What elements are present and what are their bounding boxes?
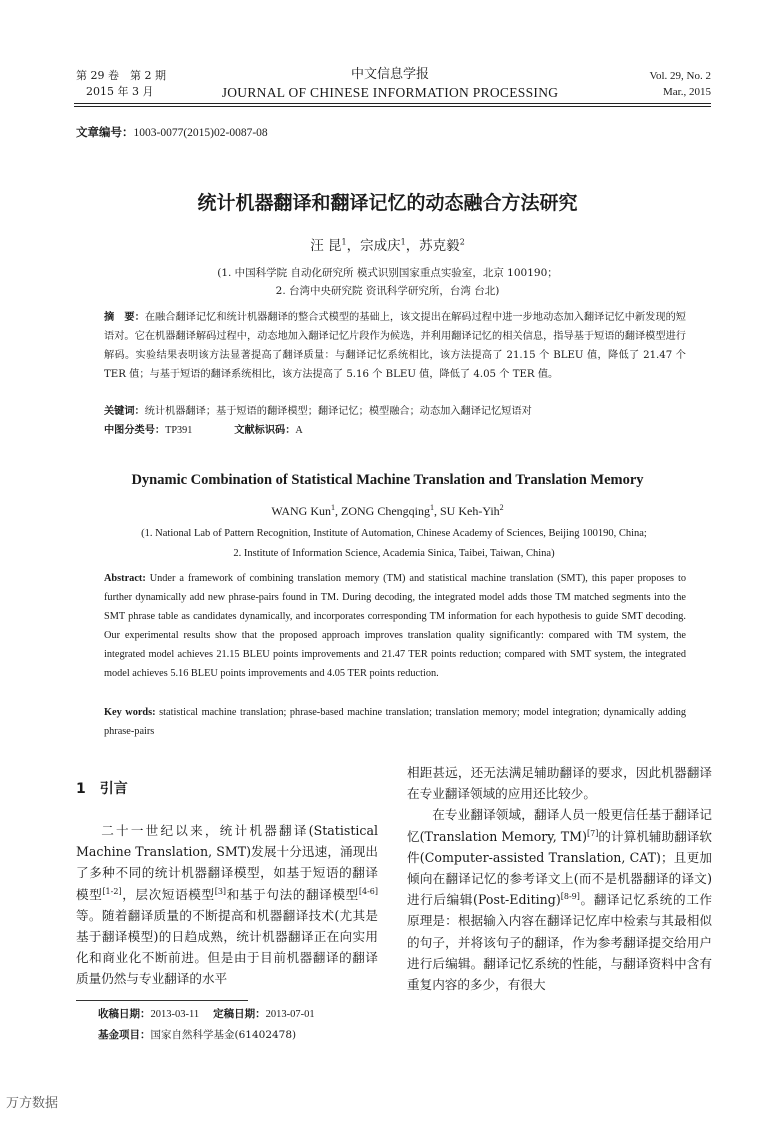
volume-cn: 第 29 卷 第 2 期 <box>76 69 166 82</box>
section-1-title: 引言 <box>99 781 128 797</box>
author-1-en: WANG Kun <box>271 504 331 518</box>
body-column-right <box>407 762 712 995</box>
keywords-en-text: statistical machine translation; phrase-based machine translation; translation memory; model integration; dynamically adding phrase-pairs <box>104 707 686 737</box>
fund-text: 国家自然科学基金(61402478) <box>150 1029 297 1041</box>
classification <box>104 421 303 440</box>
citation: [3] <box>214 886 227 896</box>
abstract-en-label: Abstract: <box>104 573 146 584</box>
header-rule-top <box>74 103 711 104</box>
author-2-en: , ZONG Chengqing <box>335 504 430 518</box>
author-2-en-aff: 1 <box>430 503 434 512</box>
text-run: ，层次短语模型 <box>121 886 215 902</box>
body-column-left <box>76 820 378 990</box>
author-1-cn: 汪 昆 <box>310 238 342 254</box>
text-run: 在专业翻译领域，翻译人员一般更信任基于翻译记忆(Translation Memory, TM) <box>407 807 712 844</box>
affiliations-en <box>74 524 714 564</box>
date-en: Mar., 2015 <box>663 86 711 98</box>
footnote-dates <box>98 1004 315 1025</box>
affiliations-cn <box>0 264 775 300</box>
article-number-value: 1003-0077(2015)02-0087-08 <box>133 127 268 139</box>
doc-code-value: A <box>295 425 303 436</box>
fund-label: 基金项目： <box>98 1029 151 1041</box>
text-run: 二十一世纪以来，统计机器翻译(Statistical Machine Translation, SMT)发展十分迅速，涌现出了多种不同的统计机器翻译模型，如基于短语的翻译模型 <box>76 823 378 902</box>
citation: [1-2] <box>102 886 122 896</box>
paragraph <box>407 804 712 995</box>
keywords-cn-text: 统计机器翻译；基于短语的翻译模型；翻译记忆；模型融合；动态加入翻译记忆短语对 <box>144 406 532 417</box>
affiliation-en-1: (1. National Lab of Pattern Recognition, Institute of Automation, Chinese Academy of Sciences, Beijing 100190, China; <box>141 528 647 539</box>
title-cn: 统计机器翻译和翻译记忆的动态融合方法研究 <box>197 192 578 214</box>
text-run: 的计算机辅助翻译软件(Computer-assisted Translation, CAT)；且更加倾向在翻译记忆的参考译文上(而不是机器翻译的译文)进行后编辑(Post-Editing) <box>407 828 712 908</box>
date-cn: 2015 年 3 月 <box>86 85 154 98</box>
footnote <box>98 1004 315 1045</box>
article-number-label: 文章编号： <box>76 125 134 139</box>
watermark: 万方数据 <box>6 1096 59 1111</box>
header-rule-bottom <box>74 106 711 107</box>
citation: [4-6] <box>358 886 378 896</box>
author-2-cn: ，宗成庆 <box>346 238 401 254</box>
header-right <box>649 68 711 100</box>
abstract-cn <box>104 308 686 384</box>
author-2-aff: 1 <box>400 237 406 247</box>
clc-value: TP391 <box>165 425 193 436</box>
keywords-en <box>104 703 686 741</box>
citation: [8-9] <box>560 892 580 902</box>
keywords-cn-label: 关键词： <box>104 406 145 417</box>
authors-en <box>0 504 775 519</box>
citation: [7] <box>586 828 599 838</box>
text-run: 。翻译记忆系统的工作原理是：根据输入内容在翻译记忆库中检索与其最相似的句子，并将该句子的翻译，作为参考翻译提交给用户进行后编辑。翻译记忆系统的性能，与翻译资料中含有重复内容的多少，有很大 <box>407 892 713 993</box>
received-date: 2013-03-11 <box>150 1009 200 1020</box>
journal-name-cn: 中文信息学报 <box>350 67 429 82</box>
clc-label: 中图分类号： <box>104 425 166 436</box>
author-1-en-aff: 1 <box>331 503 335 512</box>
footnote-rule <box>76 1000 248 1001</box>
abstract-cn-label: 摘 要： <box>104 312 145 323</box>
received-label: 收稿日期： <box>98 1008 151 1020</box>
author-3-en-aff: 2 <box>499 503 504 512</box>
journal-name-en: JOURNAL OF CHINESE INFORMATION PROCESSING <box>221 85 559 100</box>
section-1-number: 1 <box>76 781 86 797</box>
abstract-en <box>104 569 686 683</box>
authors-cn <box>0 234 775 254</box>
text-run: 等。随着翻译质量的不断提高和机器翻译技术(尤其是基于翻译模型)的日趋成熟，统计机器翻译正在向实用化和商业化不断前进。但是由于目前机器翻译的翻译质量仍然与专业翻译的水平 <box>76 907 378 987</box>
keywords-en-label: Key words: <box>104 707 156 718</box>
paragraph <box>76 820 378 990</box>
abstract-cn-text: 在融合翻译记忆和统计机器翻译的整合式模型的基础上，该文提出在解码过程中进一步地动态加入翻译记忆中新发现的短语对。它在机器翻译解码过程中，动态地加入翻译记忆片段作为候选，并利用翻译记忆的相关信息，指导基于短语的翻译模型进行解码。实验结果表明该方法显著提高了翻译质量：与翻译记忆系统相比，该方法提高了 21.15 个 BLEU 值，降低了 21.47 个 TER 值；与基于短语的翻译系统相比，该方法提高了 5.16 个 BLEU 值，降低了 4.05 个 TER 值。 <box>104 312 686 380</box>
section-1-heading <box>76 778 128 798</box>
author-3-en: , SU Keh-Yih <box>434 504 500 518</box>
header-left <box>76 68 166 100</box>
final-label: 定稿日期： <box>213 1008 266 1020</box>
header-center <box>200 66 580 102</box>
final-date: 2013-07-01 <box>265 1009 315 1020</box>
title-en: Dynamic Combination of Statistical Machine Translation and Translation Memory <box>131 472 644 488</box>
keywords-cn <box>104 402 686 421</box>
paragraph: 相距甚远，还无法满足辅助翻译的要求，因此机器翻译在专业翻译领域的应用还比较少。 <box>407 765 712 802</box>
author-3-aff: 2 <box>459 237 465 247</box>
author-1-aff: 1 <box>341 237 347 247</box>
author-3-cn: ，苏克毅 <box>405 238 460 254</box>
text-run: 和基于句法的翻译模型 <box>226 886 359 902</box>
article-number <box>76 124 268 140</box>
volume-en: Vol. 29, No. 2 <box>649 70 711 82</box>
affiliation-cn-1: (1. 中国科学院 自动化研究所 模式识别国家重点实验室，北京 100190； <box>217 267 558 279</box>
abstract-en-text: Under a framework of combining translation memory (TM) and statistical machine translation (SMT), this paper proposes to further dynamically add new phrase-pairs found in TM. During decoding, the integrated model adds those TM matched segments into the SMT phrase table as candidates dynamically, and incorporates corresponding TM information for each hypothesis to guide SMT decoding. Our experimental results show that the proposed approach improves translation quality significantly: compared with TM system, the integrated model achieves 21.15 BLEU points improvements and 21.47 TER points reduction; compared with SMT system, the integrated model achieves 5.16 BLEU points improvements and 4.05 TER points reduction. <box>104 573 686 679</box>
affiliation-en-2: 2. Institute of Information Science, Academia Sinica, Taibei, Taiwan, China) <box>233 548 555 559</box>
doc-code-label: 文献标识码： <box>234 425 296 436</box>
footnote-fund <box>98 1025 315 1045</box>
affiliation-cn-2: 2. 台湾中央研究院 资讯科学研究所，台湾 台北) <box>275 285 500 297</box>
